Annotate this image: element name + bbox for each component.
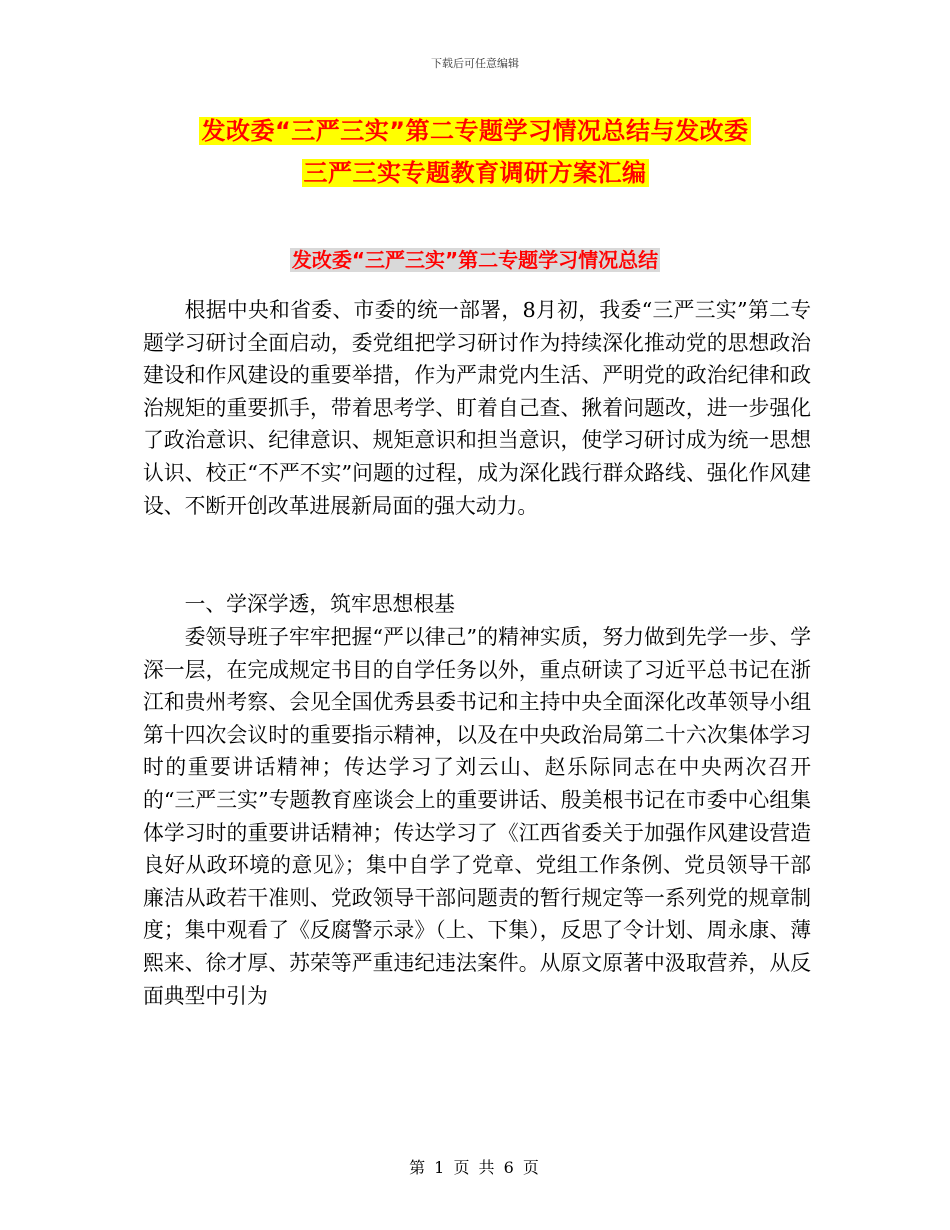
section-title-highlight: 发改委“三严三实”第二专题学习情况总结 xyxy=(291,248,659,272)
paragraph-text: 根据中央和省委、市委的统一部署，8月初，我委“三严三实”第二专题学习研讨全面启动，委党组把学习研讨作为持续深化推动党的思想政治建设和作风建设的重要举措，作为严肃党内生活、严明党的政治纪律和政治规矩的重要抓手，带着思考学、盯着自己查、揪着问题改，进一步强化了政治意识、纪律意识、规矩意识和担当意识，使学习研讨成为统一思想认识、校正“不严不实”问题的过程，成为深化践行群众路线、强化作风建设、不断开创改革进展新局面的强大动力。 xyxy=(143,298,811,518)
body-paragraph-1 xyxy=(143,294,811,522)
section-title xyxy=(0,245,950,275)
header-note: 下载后可任意编辑 xyxy=(431,57,519,70)
title-highlight-1: 发改委“三严三实”第二专题学习情况总结与发改委 xyxy=(201,117,749,145)
heading-text: 一、学深学透，筑牢思想根基 xyxy=(184,592,455,616)
section-heading xyxy=(143,588,811,621)
body-paragraph-2 xyxy=(143,621,811,1012)
page-footer: 第 1 页 共 6 页 xyxy=(409,1158,541,1177)
title-highlight-2: 三严三实专题教育调研方案汇编 xyxy=(303,159,647,187)
paragraph-text: 委领导班子牢牢把握“严以律己”的精神实质，努力做到先学一步、学深一层，在完成规定书目的自学任务以外，重点研读了习近平总书记在浙江和贵州考察、会见全国优秀县委书记和主持中央全面深化改革领导小组第十四次会议时的重要指示精神，以及在中央政治局第二十六次集体学习时的重要讲话精神；传达学习了刘云山、赵乐际同志在中央两次召开的“三严三实”专题教育座谈会上的重要讲话、殷美根书记在市委中心组集体学习时的重要讲话精神；传达学习了《江西省委关于加强作风建设营造良好从政环境的意见》；集中自学了党章、党组工作条例、党员领导干部廉洁从政若干准则、党政领导干部问题责的暂行规定等一系列党的规章制度；集中观看了《反腐警示录》（上、下集），反思了令计划、周永康、薄熙来、徐才厚、苏荣等严重违纪违法案件。从原文原著中汲取营养，从反面典型中引为 xyxy=(143,625,811,1008)
document-title-line-1 xyxy=(0,114,950,148)
document-title-line-2 xyxy=(0,156,950,190)
